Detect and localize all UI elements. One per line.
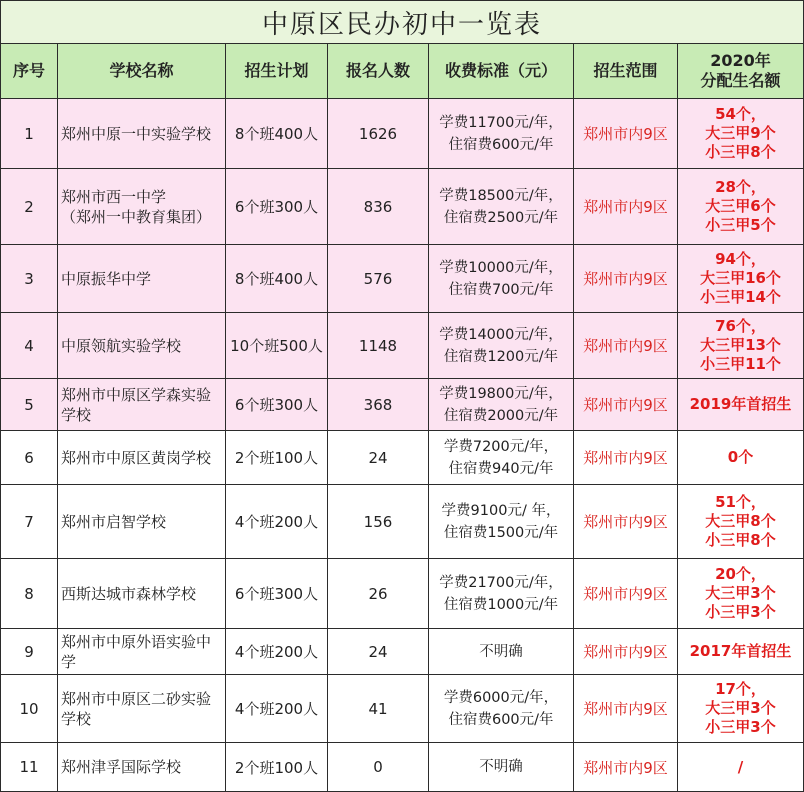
fee-line: 住宿费940元/年	[448, 460, 554, 477]
enrollment-plan: 10个班500人	[226, 313, 328, 379]
school-name	[58, 559, 226, 629]
school-name-line: 郑州市启智学校	[61, 512, 167, 531]
allocation-quota	[678, 99, 804, 169]
school-name	[58, 675, 226, 743]
quota-line: 大三甲13个	[700, 336, 781, 354]
school-name-line: 学校	[61, 709, 92, 728]
enrollment-scope: 郑州市内9区	[574, 431, 678, 485]
enrollment-plan: 2个班100人	[226, 743, 328, 792]
school-name	[58, 99, 226, 169]
row-index: 6	[1, 431, 58, 485]
quota-line: 17个，	[715, 680, 766, 698]
school-name	[58, 313, 226, 379]
quota-line: 大三甲6个	[705, 197, 776, 215]
quota-line: 小三甲14个	[700, 288, 781, 306]
table-row	[1, 169, 804, 245]
quota-line: 大三甲3个	[705, 699, 776, 717]
fee-standard	[429, 743, 574, 792]
allocation-quota	[678, 169, 804, 245]
applicant-count: 24	[328, 431, 429, 485]
fee-line: 学费14000元/年，	[439, 326, 563, 343]
school-name	[58, 169, 226, 245]
school-name-line: 学	[61, 652, 77, 671]
enrollment-plan: 6个班300人	[226, 559, 328, 629]
school-name-line: 中原振华中学	[61, 269, 152, 288]
fee-standard	[429, 559, 574, 629]
fee-standard	[429, 313, 574, 379]
row-index: 5	[1, 379, 58, 431]
enrollment-plan: 4个班200人	[226, 629, 328, 675]
fee-standard	[429, 99, 574, 169]
fee-line: 学费21700元/年，	[439, 574, 563, 591]
allocation-quota	[678, 431, 804, 485]
table-row	[1, 559, 804, 629]
school-name-line: 郑州市中原外语实验中	[61, 632, 212, 651]
enrollment-scope: 郑州市内9区	[574, 675, 678, 743]
header-scope: 招生范围	[574, 44, 678, 99]
quota-line: 小三甲5个	[705, 216, 776, 234]
row-index: 10	[1, 675, 58, 743]
table-row	[1, 743, 804, 792]
quota-line: 2017年首招生	[689, 642, 792, 660]
enrollment-plan: 8个班400人	[226, 245, 328, 313]
header-quota-line1: 2020年	[710, 51, 771, 70]
fee-standard	[429, 675, 574, 743]
enrollment-scope: 郑州市内9区	[574, 629, 678, 675]
quota-line: 28个，	[715, 178, 766, 196]
allocation-quota	[678, 313, 804, 379]
allocation-quota	[678, 485, 804, 559]
fee-line: 学费11700元/年，	[439, 114, 563, 131]
school-name-line: 郑州津孚国际学校	[61, 758, 182, 776]
table-row	[1, 379, 804, 431]
fee-line: 学费7200元/年，	[443, 438, 559, 455]
table-row	[1, 485, 804, 559]
header-quota	[678, 44, 804, 99]
enrollment-scope: 郑州市内9区	[574, 313, 678, 379]
enrollment-plan: 4个班200人	[226, 485, 328, 559]
quota-line: 小三甲8个	[705, 531, 776, 549]
table-title: 中原区民办初中一览表	[1, 1, 804, 44]
header-quota-line2: 分配生名额	[700, 71, 781, 90]
header-row	[1, 44, 804, 99]
fee-standard	[429, 431, 574, 485]
school-name	[58, 485, 226, 559]
school-name	[58, 743, 226, 792]
enrollment-plan: 6个班300人	[226, 379, 328, 431]
fee-standard	[429, 485, 574, 559]
school-name-line: 中原领航实验学校	[61, 336, 182, 355]
applicant-count: 24	[328, 629, 429, 675]
quota-line: 大三甲9个	[705, 124, 776, 142]
enrollment-plan: 4个班200人	[226, 675, 328, 743]
quota-line: 小三甲11个	[700, 355, 781, 373]
fee-line: 学费6000元/年，	[443, 689, 559, 706]
school-name-line: （郑州一中教育集团）	[61, 207, 212, 226]
enrollment-scope: 郑州市内9区	[574, 169, 678, 245]
fee-standard	[429, 169, 574, 245]
row-index: 1	[1, 99, 58, 169]
fee-line: 学费10000元/年，	[439, 259, 563, 276]
applicant-count: 156	[328, 485, 429, 559]
enrollment-plan: 2个班100人	[226, 431, 328, 485]
school-name	[58, 379, 226, 431]
school-name-line: 学校	[61, 405, 92, 424]
title-row	[1, 1, 804, 44]
allocation-quota	[678, 245, 804, 313]
quota-line: 小三甲3个	[705, 718, 776, 736]
applicant-count: 0	[328, 743, 429, 792]
table-row	[1, 629, 804, 675]
school-name-line: 郑州市中原区黄岗学校	[61, 448, 212, 467]
school-name-line: 郑州市中原区学森实验	[61, 385, 212, 404]
enrollment-plan: 6个班300人	[226, 169, 328, 245]
enrollment-scope: 郑州市内9区	[574, 245, 678, 313]
applicant-count: 836	[328, 169, 429, 245]
school-name-line: 西斯达城市森林学校	[61, 584, 197, 603]
table-row	[1, 431, 804, 485]
enrollment-scope: 郑州市内9区	[574, 743, 678, 792]
fee-line: 学费9100元/ 年，	[441, 502, 561, 519]
fee-line: 住宿费1200元/年	[443, 348, 559, 365]
fee-standard	[429, 245, 574, 313]
applicant-count: 26	[328, 559, 429, 629]
enrollment-scope: 郑州市内9区	[574, 559, 678, 629]
school-name	[58, 431, 226, 485]
applicant-count: 576	[328, 245, 429, 313]
fee-line: 住宿费600元/年	[448, 711, 554, 728]
table-row	[1, 245, 804, 313]
school-name	[58, 245, 226, 313]
fee-line: 住宿费2000元/年	[443, 407, 559, 424]
table-row	[1, 675, 804, 743]
row-index: 2	[1, 169, 58, 245]
applicant-count: 41	[328, 675, 429, 743]
fee-line: 住宿费600元/年	[448, 136, 554, 153]
header-fee: 收费标准（元）	[429, 44, 574, 99]
allocation-quota	[678, 743, 804, 792]
school-name-line: 郑州市中原区二砂实验	[61, 689, 212, 708]
fee-line: 不明确	[479, 759, 523, 775]
row-index: 7	[1, 485, 58, 559]
quota-line: 0个	[727, 448, 754, 466]
quota-line: 51个，	[715, 493, 766, 511]
quota-line: 小三甲3个	[705, 603, 776, 621]
table-row	[1, 313, 804, 379]
allocation-quota	[678, 675, 804, 743]
row-index: 3	[1, 245, 58, 313]
quota-line: /	[737, 757, 744, 776]
table-row	[1, 99, 804, 169]
row-index: 4	[1, 313, 58, 379]
quota-line: 2019年首招生	[689, 395, 792, 413]
applicant-count: 1148	[328, 313, 429, 379]
quota-line: 54个，	[715, 105, 766, 123]
fee-line: 住宿费700元/年	[448, 281, 554, 298]
quota-line: 94个，	[715, 250, 766, 268]
quota-line: 大三甲8个	[705, 512, 776, 530]
quota-line: 76个，	[715, 317, 766, 335]
school-name	[58, 629, 226, 675]
enrollment-scope: 郑州市内9区	[574, 99, 678, 169]
header-plan: 招生计划	[226, 44, 328, 99]
fee-standard	[429, 629, 574, 675]
enrollment-scope: 郑州市内9区	[574, 379, 678, 431]
applicant-count: 368	[328, 379, 429, 431]
fee-line: 住宿费1000元/年	[443, 596, 559, 613]
header-index: 序号	[1, 44, 58, 99]
quota-line: 大三甲3个	[705, 584, 776, 602]
quota-line: 小三甲8个	[705, 143, 776, 161]
allocation-quota	[678, 629, 804, 675]
row-index: 8	[1, 559, 58, 629]
school-name-line: 郑州市西一中学	[61, 187, 167, 206]
fee-line: 学费19800元/年，	[439, 385, 563, 402]
allocation-quota	[678, 379, 804, 431]
row-index: 9	[1, 629, 58, 675]
header-applicants: 报名人数	[328, 44, 429, 99]
enrollment-scope: 郑州市内9区	[574, 485, 678, 559]
school-name-line: 郑州中原一中实验学校	[61, 124, 212, 143]
fee-line: 学费18500元/年，	[439, 187, 563, 204]
applicant-count: 1626	[328, 99, 429, 169]
enrollment-plan: 8个班400人	[226, 99, 328, 169]
row-index: 11	[1, 743, 58, 792]
fee-standard	[429, 379, 574, 431]
fee-line: 不明确	[479, 643, 523, 660]
header-school: 学校名称	[58, 44, 226, 99]
fee-line: 住宿费2500元/年	[443, 209, 559, 226]
quota-line: 大三甲16个	[700, 269, 781, 287]
fee-line: 住宿费1500元/年	[443, 524, 559, 541]
allocation-quota	[678, 559, 804, 629]
quota-line: 20个，	[715, 565, 766, 583]
